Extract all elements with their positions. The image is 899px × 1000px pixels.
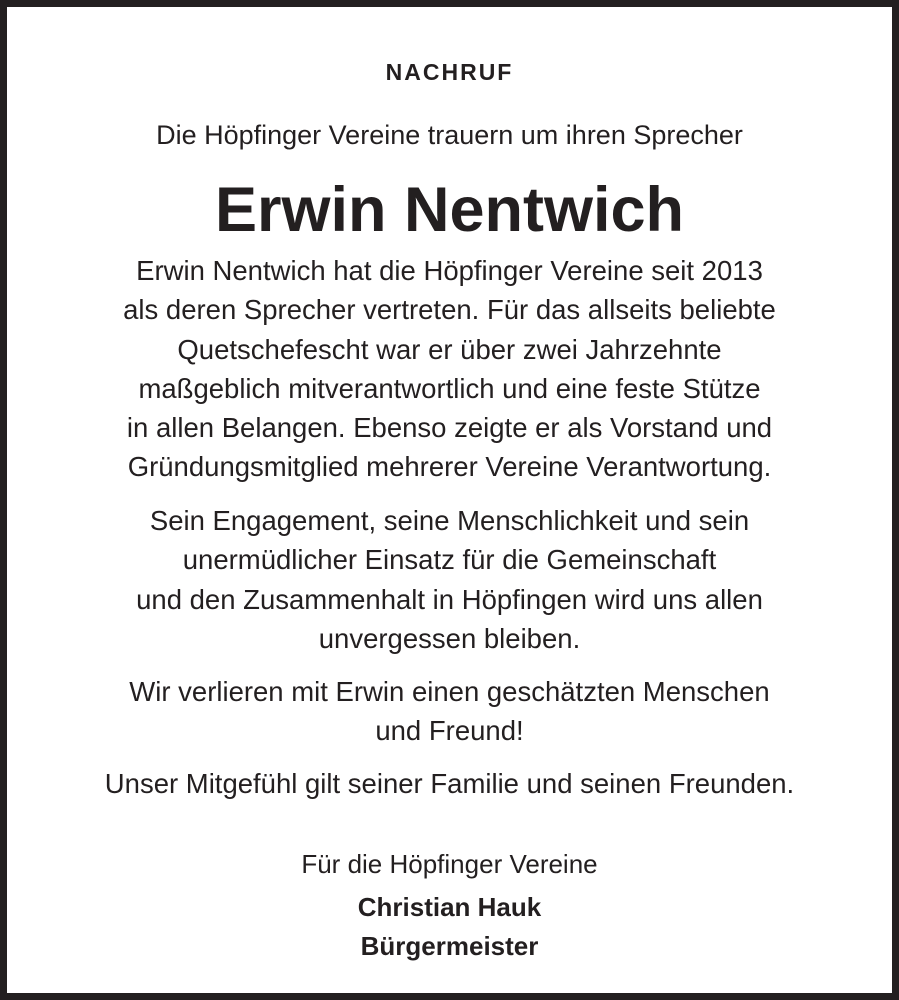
text-line: in allen Belangen. Ebenso zeigte er als Vorstand und xyxy=(126,412,773,444)
paragraph-engagement xyxy=(7,501,892,658)
text-line: Wir verlieren mit Erwin einen geschätzten Menschen xyxy=(129,676,770,707)
paragraph-tribute xyxy=(7,251,892,487)
signature-name: Christian Hauk xyxy=(357,892,542,922)
text-line: Quetschefescht war er über zwei Jahrzehnte xyxy=(177,333,722,365)
deceased-name: Erwin Nentwich xyxy=(214,175,685,245)
text-line: Unser Mitgefühl gilt seiner Familie und seinen Freunden. xyxy=(104,768,795,799)
text-line: Erwin Nentwich hat die Höpfinger Vereine seit 2013 xyxy=(136,255,763,286)
signature-title: Bürgermeister xyxy=(360,931,539,961)
text-line: maßgeblich mitverantwortlich und eine feste Stütze xyxy=(138,372,761,404)
paragraph-condolence xyxy=(7,764,892,803)
text-line: unvergessen bleiben. xyxy=(318,622,581,654)
heading: NACHRUF xyxy=(385,59,514,85)
signature-intro: Für die Höpfinger Vereine xyxy=(301,849,598,879)
text-line: und den Zusammenhalt in Höpfingen wird uns allen xyxy=(136,583,763,615)
text-line: Gründungsmitglied mehrerer Vereine Verantwortung. xyxy=(127,451,772,483)
text-line: und Freund! xyxy=(375,715,524,747)
text-line: als deren Sprecher vertreten. Für das allseits beliebte xyxy=(123,294,776,326)
subtitle: Die Höpfinger Vereine trauern um ihren Sprecher xyxy=(156,120,743,150)
text-line: Sein Engagement, seine Menschlichkeit und sein xyxy=(149,505,750,536)
text-line: unermüdlicher Einsatz für die Gemeinschaft xyxy=(182,544,717,576)
paragraph-loss xyxy=(7,672,892,751)
